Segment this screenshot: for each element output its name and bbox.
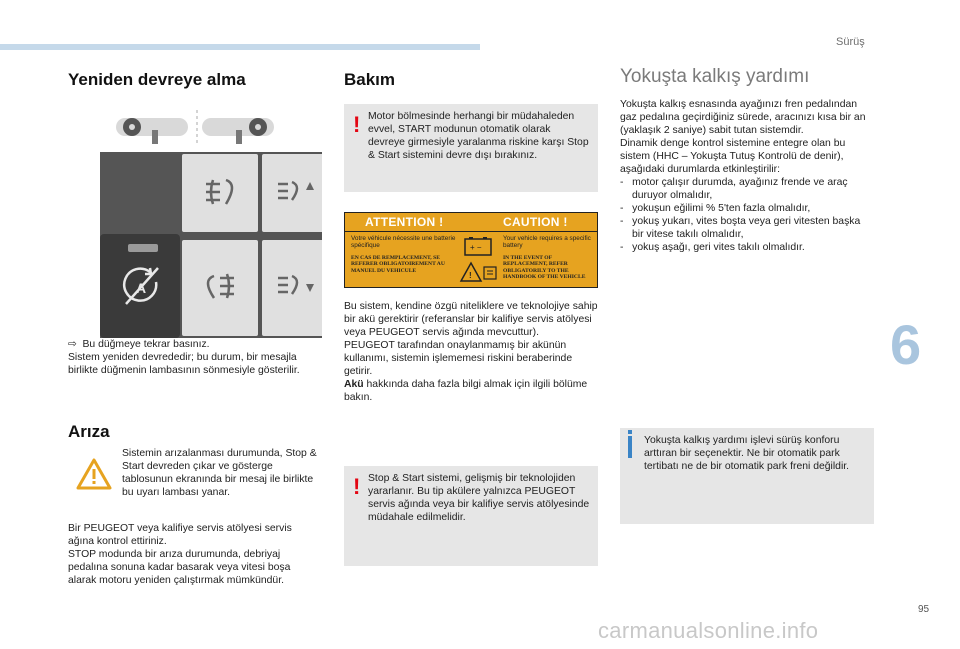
- fault-text: Bir PEUGEOT veya kalifiye servis atölyesi servis ağına kontrol ettiriniz. STOP modunda bir arıza durumunda, debriyaj pedalına sonuna kadar basarak veya vitesi boşa alarak motoru yeniden çalıştırmak mümkündür.: [68, 523, 292, 586]
- warning-triangle-icon: [76, 458, 112, 490]
- front-fog-button: [182, 154, 258, 232]
- hill-start-info-text: Yokuşta kalkış yardımı işlevi sürüş konforu arttıran bir seçenektir. Ne bir otomatik park tertibatı ne de bir otomatik park freni değildir.: [644, 435, 850, 472]
- headlamp-adjust-icon: [262, 154, 322, 232]
- label-divider: [345, 231, 597, 232]
- chapter-number: 6: [890, 313, 922, 376]
- label-caps-en: IN THE EVENT OF REPLACEMENT, REFER OBLIGATORILY TO THE HANDBOOK OF THE VEHICLE: [503, 255, 586, 281]
- heading-maintenance: Bakım: [344, 70, 396, 89]
- stop-start-button: [100, 234, 180, 338]
- stop-start-off-icon: [100, 234, 180, 338]
- headlamp-down-button: [262, 240, 322, 336]
- maintenance-text: Bu sistem, kendine özgü niteliklere ve teknolojiye sahip bir akü gerektirir (referanslar bir kalifiye servis atölyesi veya PEUGEOT servis ağında mevcuttur). PEUGEOT tarafından onaylanmamış bir akünün kullanımı, sistemin işlememesi riskini beraberinde getirir. Akü hakkında daha fazla bilgi almak için ilgili bölüme bakın.: [344, 301, 598, 403]
- fault-warning-text: Sistemin arızalanması durumunda, Stop & Start devreden çıkar ve gösterge tablosunun ekranında bir mesaj ile birlikte bu uyarı lambası yanar.: [122, 448, 317, 498]
- label-heading-fr: ATTENTION !: [365, 215, 444, 229]
- list-item: - motor çalışır durumda, ayağınız frende ve araç duruyor olmalıdır,: [620, 177, 848, 201]
- label-caps-fr: EN CAS DE REMPLACEMENT, SE REFERER OBLIGATOIREMENT AU MANUEL DU VEHICULE: [351, 255, 445, 274]
- exclamation-icon: !: [353, 112, 361, 137]
- list-item: - yokuş yukarı, vites boşta veya geri vitesten başka bir vitese takılı olmalıdır,: [620, 216, 861, 240]
- watermark: carmanualsonline.info: [598, 618, 819, 643]
- battery-icon: [457, 237, 499, 283]
- label-sub-en: Your vehicle requires a specific battery: [503, 235, 591, 249]
- headlamp-up-button: [262, 154, 322, 232]
- list-item: - yokuş aşağı, geri vites takılı olmalıdır.: [620, 242, 805, 253]
- svg-text:A: A: [136, 280, 147, 296]
- battery-caution-label: [344, 212, 598, 288]
- label-heading-en: CAUTION !: [503, 215, 568, 229]
- rear-fog-button: [182, 240, 258, 336]
- front-fog-icon: [182, 154, 258, 232]
- list-item: - yokuşun eğilimi % 5'ten fazla olmalıdır,: [620, 203, 811, 214]
- heading-hill-start: Yokuşta kalkış yardımı: [620, 66, 810, 87]
- header-accent-bar: [0, 44, 480, 50]
- section-label: Sürüş: [836, 36, 865, 48]
- maintenance-warning-text: Motor bölmesinde herhangi bir müdahaleden evvel, START modunun otomatik olarak devreye girmesiyle yaralanma riskine karşı Stop & Start sistemini devre dışı bırakınız.: [368, 111, 589, 161]
- heading-fault: Arıza: [68, 422, 110, 441]
- heading-reenable: Yeniden devreye alma: [68, 70, 246, 89]
- hill-start-text: Yokuşta kalkış esnasında ayağınızı fren pedalından gaz pedalına geçirdiğiniz sürede, aracınızı kısa bir an (yaklaşık 2 saniye) sabit tutan sistemdir. Dinamik denge kontrol sistemine entegre olan bu sistem (HHC – Yokuşta Tutuş Kontrolü de denir), aşağıdaki durumlarda etkinleştirilir: - motor çalışır durumda, ayağınız frende ve araç duruyor olmalıdır, - yokuşun eğilimi % 5'ten fazla olmalıdır, - yokuş yukarı, vites boşta veya geri vitesten başka bir vitese takılı olmalıdır, - yokuş aşağı, geri vites takılı olmalıdır.: [620, 98, 874, 254]
- dashboard-buttons-illustration: [100, 152, 322, 338]
- bullet-icon: ⇨: [68, 339, 83, 350]
- exclamation-icon: !: [353, 474, 361, 499]
- maintenance-warning-text-2: Stop & Start sistemi, gelişmiş bir teknolojiden yararlanır. Bu tip akülere yalnızca PEUGEOT servis ağında veya bir kalifiye servis atölyesinde müdahale edilmelidir.: [368, 473, 590, 523]
- page-number: 95: [918, 604, 930, 615]
- svg-text:!: !: [469, 271, 472, 280]
- label-sub-fr: Votre véhicule nécessite une batterie spécifique: [351, 235, 456, 249]
- maintenance-warning-box-2: [344, 466, 598, 566]
- steering-wheel-icons: [112, 110, 282, 146]
- reenable-text: ⇨ Bu düğmeye tekrar basınız. Sistem yeniden devrededir; bu durum, bir mesajla birlikte düğmenin lambasının sönmesiyle gösterilir.: [68, 339, 300, 376]
- headlamp-down-icon: [262, 240, 322, 336]
- hill-start-info-box: [620, 428, 874, 524]
- svg-text:+ −: + −: [470, 243, 482, 252]
- maintenance-warning-box: [344, 104, 598, 192]
- info-icon: [628, 436, 632, 458]
- rear-fog-icon: [182, 240, 258, 336]
